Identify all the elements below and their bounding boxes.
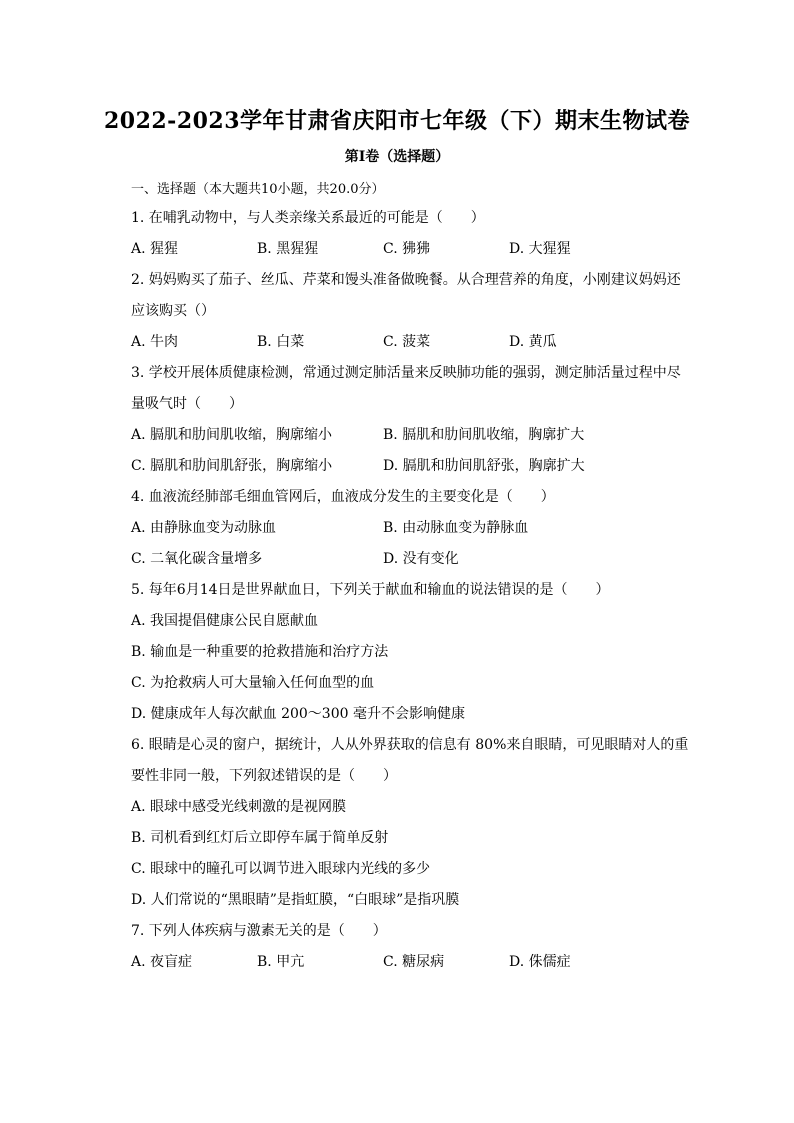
question-stem: 4. 血液流经肺部毛细血管网后，血液成分发生的主要变化是（ ） [131,489,555,505]
question-stem: 7. 下列人体疾病与激素无关的是（ ） [131,923,387,939]
option-b: B. 甲亢 [257,954,305,970]
option-a: A. 我国提倡健康公民自愿献血 [131,613,319,629]
option-d: D. 黄瓜 [509,334,557,350]
question-stem: 1. 在哺乳动物中，与人类亲缘关系最近的可能是（ ） [131,210,485,226]
option-c: C. 眼球中的瞳孔可以调节进入眼球内光线的多少 [131,861,431,877]
option-c: C. 菠菜 [383,334,431,350]
option-d: D. 健康成年人每次献血 200～300 毫升不会影响健康 [131,706,465,722]
question-list [131,203,691,978]
question-stem-continued: 要性非同一般，下列叙述错误的是（ ） [131,768,397,784]
option-row [131,947,691,978]
option-b: B. 输血是一种重要的抢救措施和治疗方法 [131,644,389,660]
question-5 [131,575,691,730]
option-d: D. 侏儒症 [509,954,571,970]
option-row [131,327,691,358]
option-a: A. 猩猩 [131,241,179,257]
option-c: C. 为抢救病人可大量输入任何血型的血 [131,675,375,691]
exam-title: 2022-2023学年甘肃省庆阳市七年级（下）期末生物试卷 [103,108,691,134]
option-d: D. 没有变化 [383,551,459,567]
option-b: B. 白菜 [257,334,305,350]
section-heading: 一、选择题（本大题共10小题，共20.0分） [131,182,385,197]
option-c: C. 二氧化碳含量增多 [131,551,263,567]
option-b: B. 司机看到红灯后立即停车属于简单反射 [131,830,389,846]
option-d: D. 人们常说的“黑眼睛”是指虹膜，“白眼球”是指巩膜 [131,892,460,908]
option-c: C. 狒狒 [383,241,431,257]
question-1 [131,203,691,265]
question-6 [131,730,691,916]
option-a: A. 膈肌和肋间肌收缩，胸廓缩小 [131,427,333,443]
option-b: B. 膈肌和肋间肌收缩，胸廓扩大 [383,427,585,443]
question-stem-continued: 应该购买（） [131,303,215,319]
question-stem-continued: 量吸气时（ ） [131,396,243,412]
question-3 [131,358,691,482]
option-row [131,544,691,575]
section-subtitle: 第I卷（选择题） [344,149,450,165]
question-stem: 2. 妈妈购买了茄子、丝瓜、芹菜和馒头准备做晚餐。从合理营养的角度，小刚建议妈妈还 [131,272,681,288]
question-stem: 3. 学校开展体质健康检测，常通过测定肺活量来反映肺功能的强弱，测定肺活量过程中尽 [131,365,681,381]
option-row [131,451,691,482]
option-a: A. 牛肉 [131,334,179,350]
option-b: B. 黑猩猩 [257,241,319,257]
question-7 [131,916,691,978]
option-row [131,513,691,544]
question-stem: 6. 眼睛是心灵的窗户，据统计，人从外界获取的信息有 80%来自眼睛，可见眼睛对人的重 [131,737,689,753]
option-a: A. 由静脉血变为动脉血 [131,520,277,536]
option-c: C. 膈肌和肋间肌舒张，胸廓缩小 [131,458,333,474]
option-c: C. 糖尿病 [383,954,445,970]
option-row [131,420,691,451]
question-stem: 5. 每年6月14日是世界献血日，下列关于献血和输血的说法错误的是（ ） [131,582,610,598]
option-b: B. 由动脉血变为静脉血 [383,520,529,536]
question-2 [131,265,691,358]
option-d: D. 大猩猩 [509,241,571,257]
option-d: D. 膈肌和肋间肌舒张，胸廓扩大 [383,458,585,474]
option-a: A. 夜盲症 [131,954,193,970]
question-4 [131,482,691,575]
option-row [131,234,691,265]
option-a: A. 眼球中感受光线刺激的是视网膜 [131,799,347,815]
